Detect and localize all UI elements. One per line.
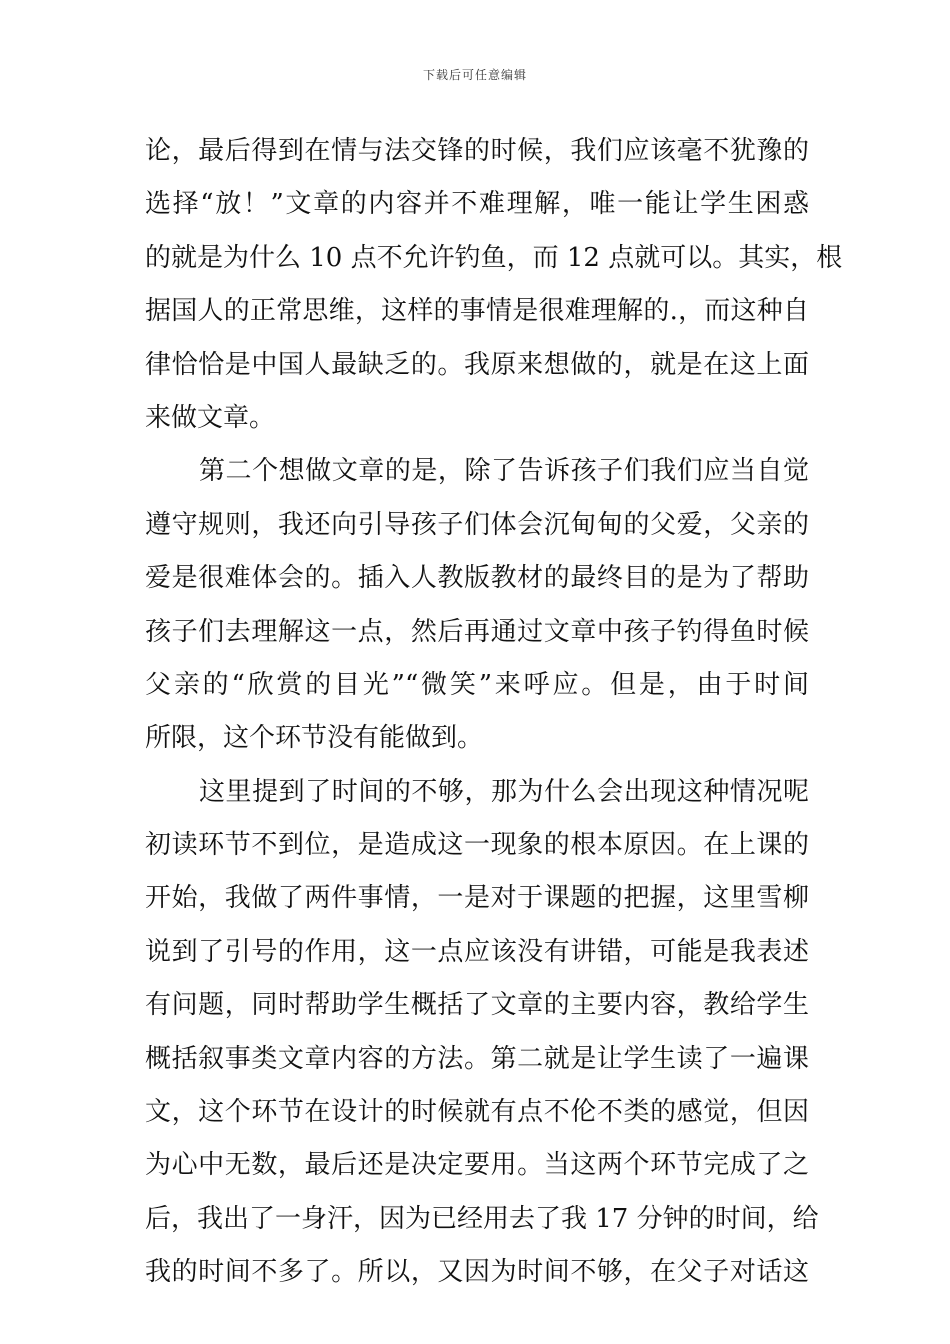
- text-line: 爱是很难体会的。插入人教版教材的最终目的是为了帮助: [145, 563, 809, 594]
- text-line: 律恰恰是中国人最缺乏的。我原来想做的，就是在这上面: [145, 349, 809, 380]
- text-line: 我的时间不多了。所以，又因为时间不够，在父子对话这: [145, 1257, 809, 1288]
- text-line: 为心中无数，最后还是决定要用。当这两个环节完成了之: [145, 1150, 809, 1181]
- paragraph-first-line: 第二个想做文章的是，除了告诉孩子们我们应当自觉: [199, 456, 809, 487]
- text-line: 所限，这个环节没有能做到。: [145, 723, 484, 754]
- text-line: 来做文章。: [145, 402, 276, 433]
- text-line: 孩子们去理解这一点，然后再通过文章中孩子钓得鱼时候: [145, 616, 809, 647]
- text-line: 父亲的“欣赏的目光”“微笑”来呼应。但是，由于时间: [145, 669, 809, 700]
- text-line: 遵守规则，我还向引导孩子们体会沉甸甸的父爱，父亲的: [145, 509, 809, 540]
- text-line: 说到了引号的作用，这一点应该没有讲错，可能是我表述: [145, 936, 809, 967]
- paragraph-first-line: 这里提到了时间的不够，那为什么会出现这种情况呢: [199, 776, 809, 807]
- text-line: 概括叙事类文章内容的方法。第二就是让学生读了一遍课: [145, 1043, 809, 1074]
- text-line: 的就是为什么 10 点不允许钓鱼，而 12 点就可以。其实，根: [145, 242, 843, 273]
- text-line: 有问题，同时帮助学生概括了文章的主要内容，教给学生: [145, 990, 809, 1021]
- text-line: 论，最后得到在情与法交锋的时候，我们应该毫不犹豫的: [145, 136, 809, 166]
- text-line: 选择“放！”文章的内容并不难理解，唯一能让学生困惑: [145, 189, 809, 220]
- page-header: 下载后可任意编辑: [422, 68, 527, 82]
- text-line: 开始，我做了两件事情，一是对于课题的把握，这里雪柳: [145, 883, 809, 914]
- body-text: [145, 125, 843, 1300]
- text-line: 后，我出了一身汗，因为已经用去了我 17 分钟的时间，给: [145, 1203, 819, 1234]
- text-line: 据国人的正常思维，这样的事情是很难理解的.，而这种自: [145, 296, 809, 327]
- text-line: 初读环节不到位，是造成这一现象的根本原因。在上课的: [145, 830, 809, 861]
- text-line: 文，这个环节在设计的时候就有点不伦不类的感觉，但因: [145, 1097, 809, 1128]
